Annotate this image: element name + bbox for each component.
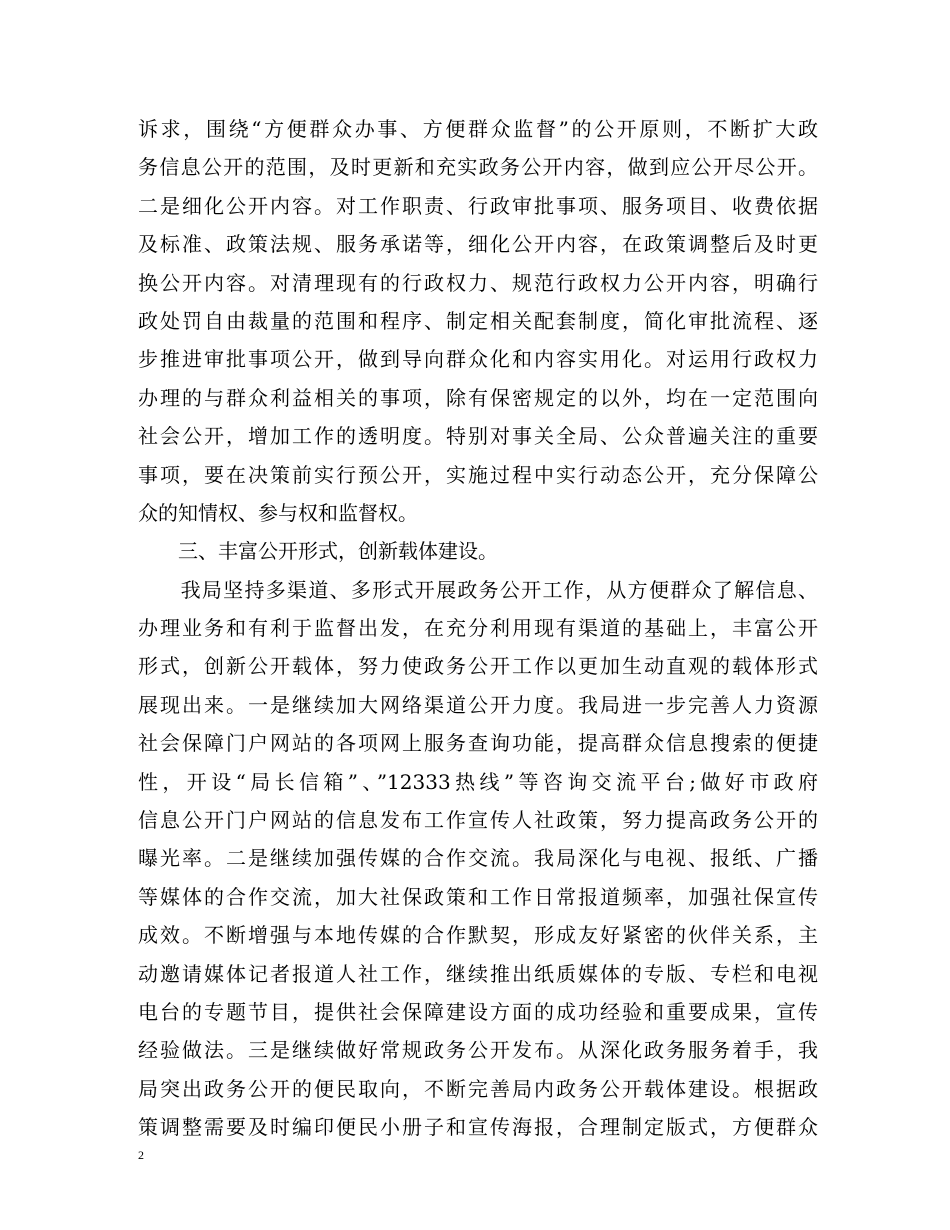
text-line: 办理的与群众利益相关的事项，除有保密规定的以外，均在一定范围向 — [138, 385, 818, 410]
text-line: 我局坚持多渠道、多形式开展政务公开工作，从方便群众了解信息、 — [138, 577, 818, 602]
text-line: 策调整需要及时编印便民小册子和宣传海报，合理制定版式，方便群众 — [138, 1115, 818, 1140]
page-number: 2 — [138, 1148, 144, 1162]
text-line: 换公开内容。对清理现有的行政权力、规范行政权力公开内容，明确行 — [138, 270, 818, 295]
text-line: 务信息公开的范围，及时更新和充实政务公开内容，做到应公开尽公开。 — [138, 155, 818, 180]
text-line: 三、丰富公开形式，创新载体建设。 — [138, 539, 498, 564]
text-line: 经验做法。三是继续做好常规政务公开发布。从深化政务服务着手，我 — [138, 1038, 818, 1063]
text-line: 成效。不断增强与本地传媒的合作默契，形成友好紧密的伙伴关系，主 — [138, 923, 818, 948]
text-line: 电台的专题节目，提供社会保障建设方面的成功经验和重要成果，宣传 — [138, 999, 818, 1024]
text-line: 诉求，围绕“方便群众办事、方便群众监督”的公开原则，不断扩大政 — [138, 117, 818, 141]
text-line: 等媒体的合作交流，加大社保政策和工作日常报道频率，加强社保宣传 — [138, 884, 818, 909]
text-line: 步推进审批事项公开，做到导向群众化和内容实用化。对运用行政权力 — [138, 347, 818, 372]
text-line: 展现出来。一是继续加大网络渠道公开力度。我局进一步完善人力资源 — [138, 692, 818, 717]
text-line: 形式，创新公开载体，努力使政务公开工作以更加生动直观的载体形式 — [138, 654, 818, 679]
text-line: 事项，要在决策前实行预公开，实施过程中实行动态公开，充分保障公 — [138, 462, 818, 487]
document-body — [138, 110, 818, 1147]
text-line: 及标准、政策法规、服务承诺等，细化公开内容，在政策调整后及时更 — [138, 232, 818, 257]
text-line: 局突出政务公开的便民取向，不断完善局内政务公开载体建设。根据政 — [138, 1076, 818, 1101]
text-line: 二是细化公开内容。对工作职责、行政审批事项、服务项目、收费依据 — [138, 193, 818, 218]
text-line: 社会公开，增加工作的透明度。特别对事关全局、公众普遍关注的重要 — [138, 424, 818, 449]
text-line: 办理业务和有利于监督出发，在充分利用现有渠道的基础上，丰富公开 — [138, 616, 818, 641]
text-line: 政处罚自由裁量的范围和程序、制定相关配套制度，简化审批流程、逐 — [138, 308, 818, 333]
text-line: 曝光率。二是继续加强传媒的合作交流。我局深化与电视、报纸、广播 — [138, 846, 818, 871]
text-line: 动邀请媒体记者报道人社工作，继续推出纸质媒体的专版、专栏和电视 — [138, 961, 818, 986]
text-line: 信息公开门户网站的信息发布工作宣传人社政策，努力提高政务公开的 — [138, 808, 818, 833]
text-line: 众的知情权、参与权和监督权。 — [138, 500, 418, 525]
text-line: 性，开设“局长信箱”、”12333热线”等咨询交流平台;做好市政府 — [138, 769, 818, 794]
text-line: 社会保障门户网站的各项网上服务查询功能，提高群众信息搜索的便捷 — [138, 731, 818, 756]
